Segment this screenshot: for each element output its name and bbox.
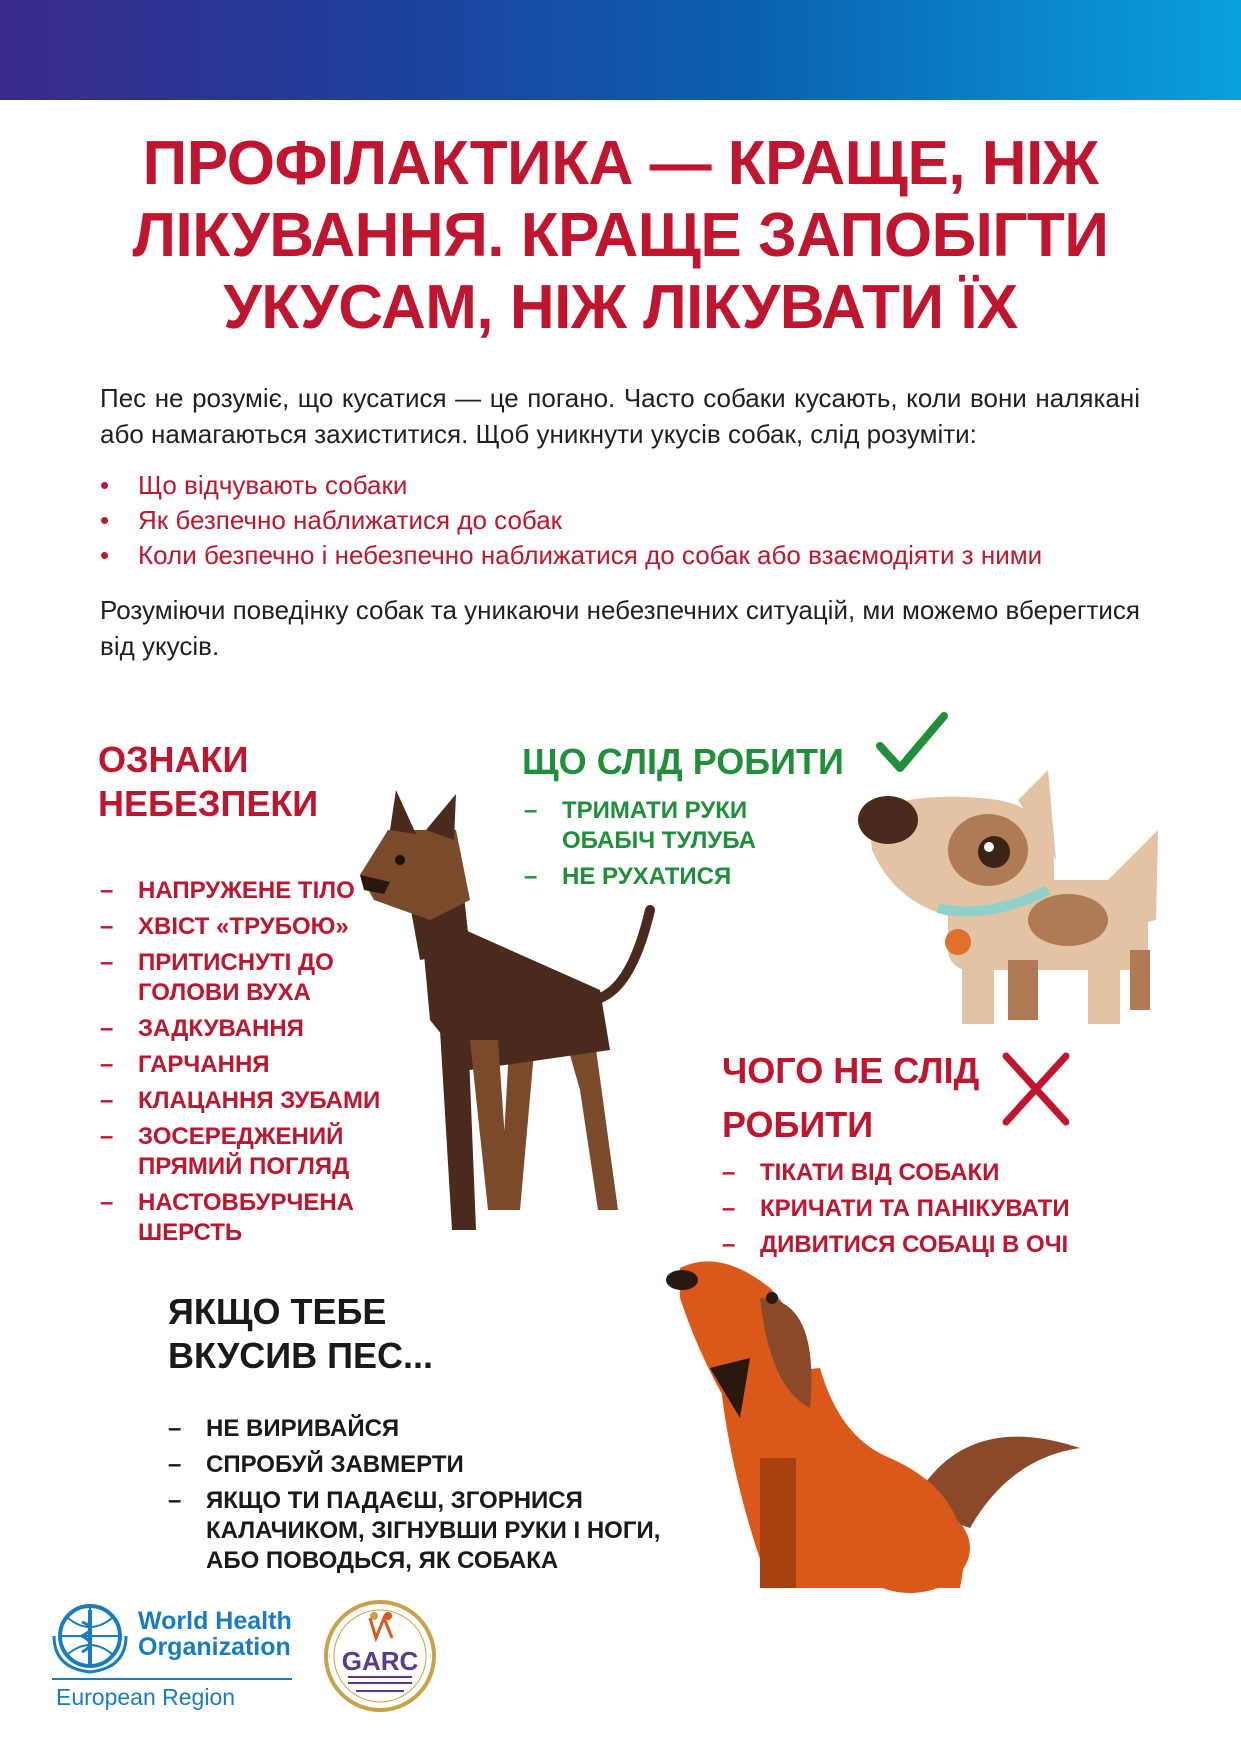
list-item: – ТІКАТИ ВІД СОБАКИ [722, 1158, 1142, 1188]
bitten-heading [168, 1290, 433, 1378]
list-item: – СПРОБУЙ ЗАВМЕРТИ [168, 1450, 688, 1480]
danger-heading-line: НЕБЕЗПЕКИ [98, 783, 319, 824]
who-name: World Health Organization [138, 1607, 292, 1661]
list-item: • Коли безпечно і небезпечно наближатися до собак або взаємодіяти з ними [100, 538, 1160, 573]
list-item: – НЕ РУХАТИСЯ [524, 862, 824, 892]
garc-name: GARC [341, 1646, 419, 1676]
outro-paragraph: Розуміючи поведінку собак та уникаючи небезпечних ситуацій, ми можемо вберегтися від укусів. [100, 595, 1140, 661]
danger-heading-line: ОЗНАКИ [98, 739, 249, 780]
list-item: – ГАРЧАННЯ [100, 1050, 420, 1080]
check-icon [876, 712, 948, 776]
list-item: – НАСТОВБУРЧЕНА ШЕРСТЬ [100, 1188, 388, 1248]
cross-icon [1000, 1050, 1072, 1128]
garc-logo [322, 1598, 438, 1714]
list-item: – ПРИТИСНУТІ ДО ГОЛОВИ ВУХА [100, 948, 378, 1008]
who-region: European Region [56, 1684, 236, 1710]
list-item: – КРИЧАТИ ТА ПАНІКУВАТИ [722, 1194, 1142, 1224]
beige-dog-illustration [858, 770, 1168, 1030]
intro-bullet-list [100, 468, 1160, 573]
list-item: – ДИВИТИСЯ СОБАЦІ В ОЧІ [722, 1230, 1142, 1260]
list-item: – ЯКЩО ТИ ПАДАЄШ, ЗГОРНИСЯ КАЛАЧИКОМ, ЗІГНУВШИ РУКИ І НОГИ, АБО ПОВОДЬСЯ, ЯК СОБАКА [168, 1486, 696, 1576]
intro-paragraph: Пес не розуміє, що кусатися — це погано. Часто собаки кусають, коли вони налякані або намагаються захиститися. Щоб уникнути укусів собак, слід розуміти: [100, 383, 1140, 449]
bitten-list [168, 1414, 688, 1582]
list-item: – НАПРУЖЕНЕ ТІЛО [100, 876, 420, 906]
doberman-dog-illustration [360, 790, 670, 1230]
list-item: • Що відчувають собаки [100, 468, 1160, 503]
who-divider [52, 1678, 292, 1680]
dont-heading-line: РОБИТИ [722, 1104, 874, 1145]
bitten-heading-line: ВКУСИВ ПЕС... [168, 1335, 434, 1376]
page-title: ПРОФІЛАКТИКА — КРАЩЕ, НІЖ ЛІКУВАННЯ. КРАЩЕ ЗАПОБІГТИ УКУСАМ, НІЖ ЛІКУВАТИ ЇХ [132, 129, 1109, 342]
danger-heading [98, 738, 318, 826]
orange-dog-illustration [660, 1258, 1090, 1598]
list-item: – ХВІСТ «ТРУБОЮ» [100, 912, 420, 942]
do-heading: ЩО СЛІД РОБИТИ [522, 741, 844, 782]
dont-heading [722, 1044, 979, 1152]
who-emblem-icon [48, 1596, 132, 1676]
who-logo [48, 1596, 308, 1726]
list-item: – КЛАЦАННЯ ЗУБАМИ [100, 1086, 420, 1116]
list-item: – ТРИМАТИ РУКИ ОБАБІЧ ТУЛУБА [524, 796, 792, 856]
list-item: – ЗОСЕРЕДЖЕНИЙ ПРЯМИЙ ПОГЛЯД [100, 1122, 388, 1182]
dont-heading-line: ЧОГО НЕ СЛІД [722, 1050, 980, 1091]
list-item: – НЕ ВИРИВАЙСЯ [168, 1414, 688, 1444]
list-item: – ЗАДКУВАННЯ [100, 1014, 420, 1044]
bitten-heading-line: ЯКЩО ТЕБЕ [168, 1291, 387, 1332]
list-item: • Як безпечно наближатися до собак [100, 503, 1160, 538]
top-banner [0, 0, 1241, 100]
dont-list [722, 1158, 1142, 1266]
